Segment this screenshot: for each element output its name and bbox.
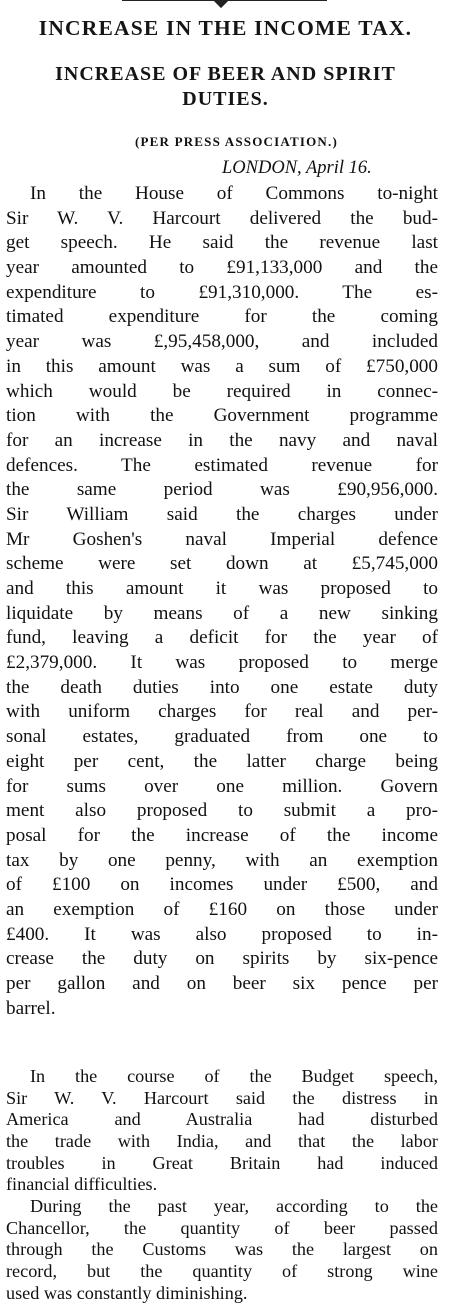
- text-line: year amounted to £91,133,000 and the: [6, 257, 438, 279]
- text-line: for an increase in the navy and naval: [6, 429, 438, 451]
- rule-ornament: [214, 0, 228, 8]
- text-line: £400. It was also proposed to in-: [6, 923, 438, 945]
- paragraph-3: [6, 1196, 438, 1304]
- text-line: ment also proposed to submit a pro-: [6, 800, 438, 822]
- text-line: During the past year, according to the: [30, 1196, 438, 1216]
- text-line: which would be required in connec-: [6, 380, 438, 402]
- text-line: tax by one penny, with an exemption: [6, 849, 438, 871]
- text-line: fund, leaving a deficit for the year of: [6, 627, 438, 649]
- paragraph-2: [6, 1066, 438, 1196]
- text-line: Sir William said the charges under: [6, 503, 438, 525]
- text-line: an exemption of £160 on those under: [6, 898, 438, 920]
- text-line: for sums over one million. Govern: [6, 775, 438, 797]
- text-line: Sir W. V. Harcourt said the distress in: [6, 1087, 438, 1108]
- text-line: £2,379,000. It was proposed to merge: [6, 652, 438, 674]
- text-line: liquidate by means of a new sinking: [6, 602, 438, 624]
- text-line: the trade with India, and that the labor: [6, 1131, 438, 1152]
- subheadline-line: DUTIES.: [182, 88, 269, 110]
- text-line: expenditure to £91,310,000. The es-: [6, 281, 438, 303]
- text-line: eight per cent, the latter charge being: [6, 750, 438, 772]
- text-line: and this amount it was proposed to: [6, 578, 438, 599]
- text-line: Sir W. V. Harcourt delivered the bud-: [6, 207, 438, 229]
- headline: INCREASE IN THE INCOME TAX.: [38, 16, 413, 40]
- text-line: in this amount was a sum of £750,000: [6, 355, 438, 377]
- text-line: In the course of the Budget speech,: [30, 1066, 438, 1086]
- text-line: through the Customs was the largest on: [6, 1239, 438, 1260]
- text-line: Mr Goshen's naval Imperial defence: [6, 528, 438, 550]
- paragraph-1: [6, 182, 438, 1021]
- text-line: America and Australia had disturbed: [6, 1109, 438, 1130]
- text-line: crease the duty on spirits by six-pence: [6, 948, 438, 970]
- dateline: LONDON, April 16.: [222, 158, 372, 178]
- subheadline: [0, 62, 451, 112]
- text-line: with uniform charges for real and per-: [6, 701, 438, 723]
- text-line: the same period was £90,956,000.: [6, 479, 438, 501]
- text-line: Chancellor, the quantity of beer passed: [6, 1217, 438, 1238]
- subheadline-line: INCREASE OF BEER AND SPIRIT: [55, 63, 396, 85]
- text-line: scheme were set down at £5,745,000: [6, 553, 438, 575]
- text-line: barrel.: [6, 997, 56, 1019]
- text-line: defences. The estimated revenue for: [6, 454, 438, 476]
- text-line: financial difficulties.: [6, 1174, 158, 1195]
- text-line: tion with the Government programme: [6, 405, 438, 427]
- text-line: timated expenditure for the coming: [6, 306, 438, 328]
- text-line: posal for the increase of the income: [6, 824, 438, 846]
- text-line: troubles in Great Britain had induced: [6, 1152, 438, 1173]
- text-line: of £100 on incomes under £500, and: [6, 874, 438, 896]
- text-line: record, but the quantity of strong wine: [6, 1261, 438, 1282]
- text-line: the death duties into one estate duty: [6, 676, 438, 698]
- text-line: used was constantly diminishing.: [6, 1282, 248, 1303]
- press-credit: (PER PRESS ASSOCIATION.): [134, 134, 338, 149]
- text-line: sonal estates, graduated from one to: [6, 726, 438, 748]
- text-line: In the House of Commons to-night: [30, 183, 438, 204]
- text-line: year was £,95,458,000, and included: [6, 331, 438, 353]
- text-line: get speech. He said the revenue last: [6, 232, 438, 254]
- text-line: per gallon and on beer six pence per: [6, 973, 438, 994]
